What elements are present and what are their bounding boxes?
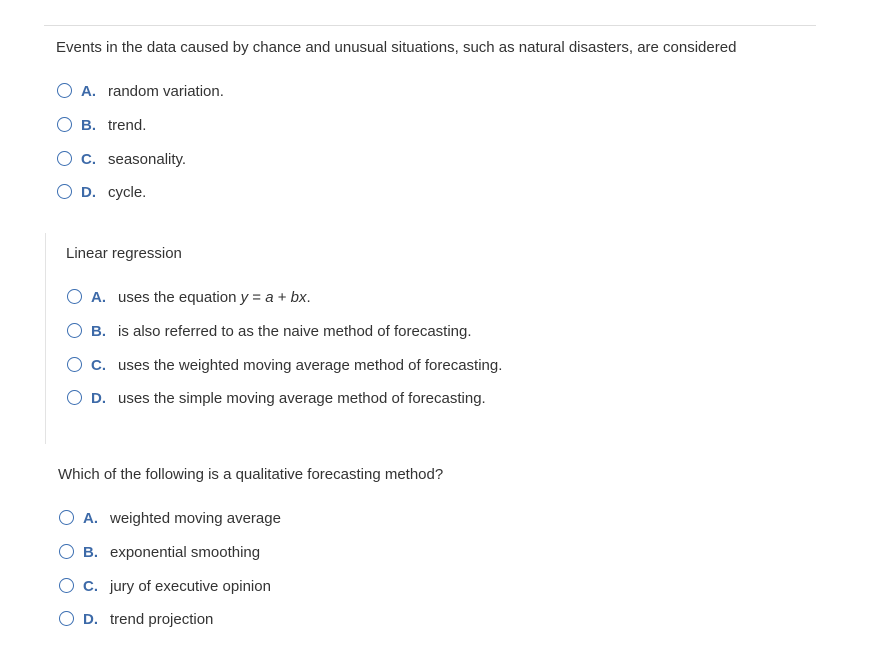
question-2-prompt: Linear regression	[66, 245, 182, 262]
option-text: trend projection	[110, 611, 214, 628]
option-letter: A.	[91, 289, 106, 306]
question-1-prompt: Events in the data caused by chance and unusual situations, such as natural disasters, are considered	[56, 39, 737, 56]
option-letter: C.	[91, 357, 106, 374]
option-text-pre: uses the equation	[118, 289, 241, 306]
option-letter: B.	[81, 117, 96, 134]
option-text: uses the weighted moving average method of forecasting.	[118, 357, 503, 374]
radio-button[interactable]	[57, 151, 72, 166]
radio-button[interactable]	[67, 323, 82, 338]
option-text: weighted moving average	[110, 510, 281, 527]
radio-button[interactable]	[67, 357, 82, 372]
option-text: random variation.	[108, 83, 224, 100]
option-letter: B.	[91, 323, 106, 340]
option-letter: D.	[83, 611, 98, 628]
variable-y: y	[240, 289, 249, 306]
radio-button[interactable]	[67, 289, 82, 304]
radio-button[interactable]	[67, 390, 82, 405]
option-text: is also referred to as the naive method of forecasting.	[118, 323, 472, 340]
question-3-prompt: Which of the following is a qualitative forecasting method?	[58, 466, 444, 483]
option-letter: B.	[83, 544, 98, 561]
radio-button[interactable]	[59, 578, 74, 593]
option-letter: C.	[81, 151, 96, 168]
variable-bx: bx	[290, 289, 307, 306]
option-text: trend.	[108, 117, 147, 134]
radio-button[interactable]	[57, 184, 72, 199]
option-text-post: .	[306, 289, 311, 306]
option-text: seasonality.	[108, 151, 187, 168]
equals-sign: =	[248, 289, 266, 306]
radio-button[interactable]	[59, 510, 74, 525]
option-letter: A.	[81, 83, 96, 100]
option-text: jury of executive opinion	[110, 578, 271, 595]
option-letter: D.	[81, 184, 96, 201]
question-2-left-border	[45, 233, 46, 444]
radio-button[interactable]	[57, 83, 72, 98]
radio-button[interactable]	[59, 611, 74, 626]
option-text: cycle.	[108, 184, 147, 201]
option-text: exponential smoothing	[110, 544, 261, 561]
option-letter: C.	[83, 578, 98, 595]
variable-a: a	[265, 289, 274, 306]
plus-sign: +	[273, 289, 291, 306]
option-text: uses the simple moving average method of forecasting.	[118, 390, 486, 407]
option-letter: A.	[83, 510, 98, 527]
radio-button[interactable]	[57, 117, 72, 132]
radio-button[interactable]	[59, 544, 74, 559]
option-letter: D.	[91, 390, 106, 407]
option-text	[118, 289, 311, 307]
top-divider	[44, 25, 816, 26]
